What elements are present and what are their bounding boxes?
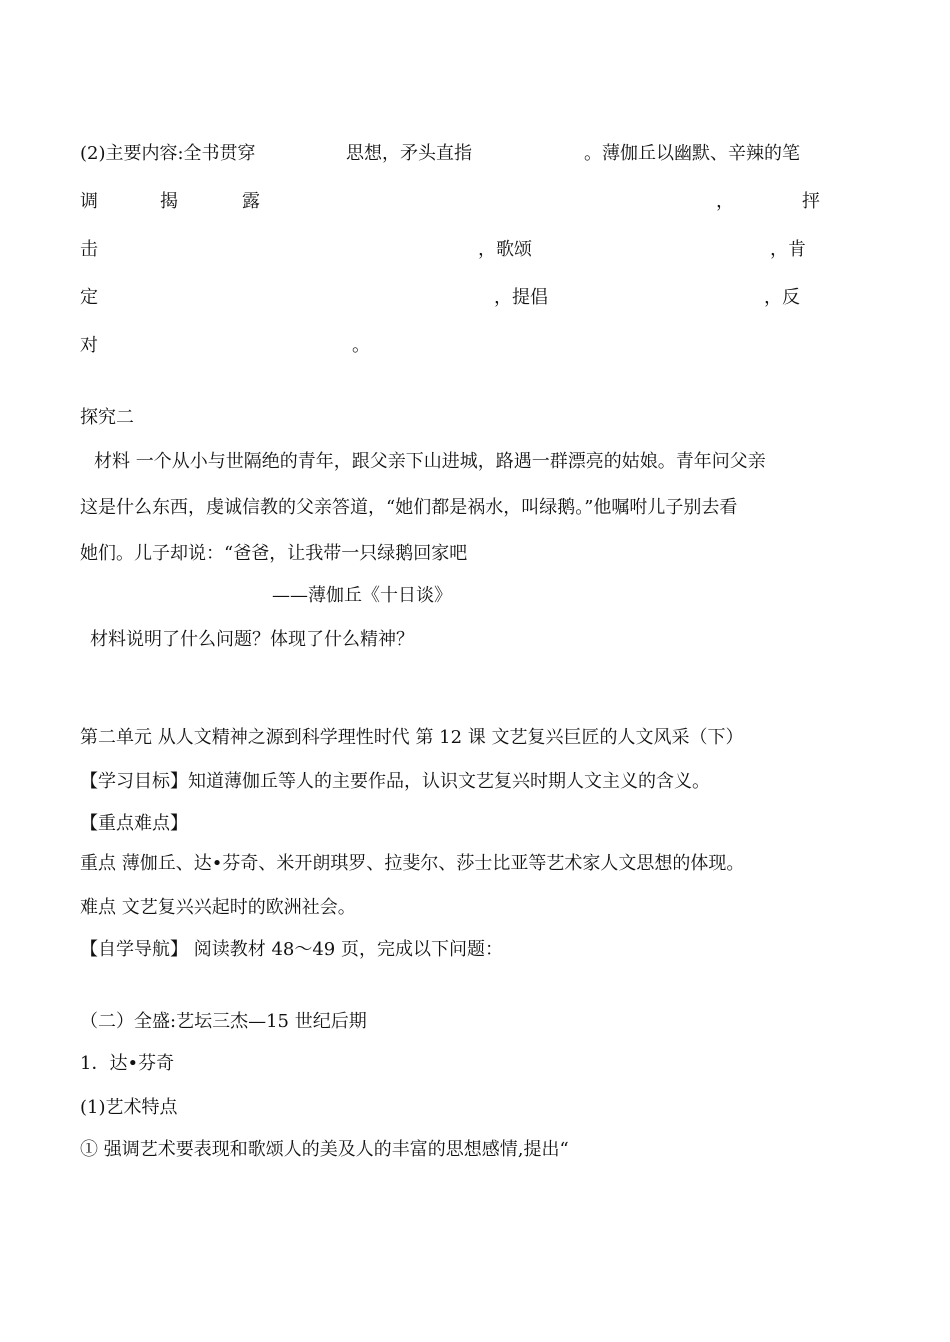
line2-char-1: 调 [80,191,98,212]
line1-part-b: 思想，矛头直指 [346,143,472,164]
list-item-1: 1．达•芬奇 [80,1053,175,1074]
line2-char-4: 抨 [802,191,820,212]
sub-heading: （二）全盛:艺坛三杰—15 世纪后期 [80,1011,367,1032]
list-item-1-1-a: ① 强调艺术要表现和歌颂人的美及人的丰富的思想感情,提出“ [80,1139,569,1160]
material-attribution: ——薄伽丘《十日谈》 [272,585,452,606]
line5-end: 。 [352,335,370,356]
lesson-title: 第二单元 从人文精神之源到科学理性时代 第 12 课 文艺复兴巨匠的人文风采（下） [80,727,744,748]
line4-end: ，反 [764,287,800,308]
line2-char-2: 揭 [160,191,178,212]
inquiry-heading: 探究二 [80,407,134,428]
line1-part-c: 。薄伽丘以幽默、辛辣的笔 [584,143,800,164]
key-points-heading: 【重点难点】 [80,813,188,834]
line2-char-3: 露 [242,191,260,212]
line5-start: 对 [80,335,98,356]
inquiry-question: 材料说明了什么问题？体现了什么精神？ [90,629,414,650]
line3-end: ，肯 [770,239,806,260]
line4-advocate: ，提倡 [494,287,548,308]
line1-part-a: (2)主要内容:全书贯穿 [80,143,256,164]
line2-comma: ， [716,191,734,212]
learning-goal: 【学习目标】知道薄伽丘等人的主要作品，认识文艺复兴时期人文主义的含义。 [80,771,710,792]
line3-praise: ，歌颂 [478,239,532,260]
list-item-1-1: (1)艺术特点 [80,1097,178,1118]
line3-start: 击 [80,239,98,260]
self-study-guide: 【自学导航】 阅读教材 48～49 页，完成以下问题： [80,939,503,960]
key-point: 重点 薄伽丘、达•芬奇、米开朗琪罗、拉斐尔、莎士比亚等艺术家人文思想的体现。 [80,853,745,874]
material-line-1: 材料 一个从小与世隔绝的青年，跟父亲下山进城，路遇一群漂亮的姑娘。青年问父亲 [94,451,766,472]
material-line-2: 这是什么东西，虔诚信教的父亲答道，“她们都是祸水，叫绿鹅。”他嘱咐儿子别去看 [80,497,738,518]
difficulty-point: 难点 文艺复兴兴起时的欧洲社会。 [80,897,356,918]
line4-start: 定 [80,287,98,308]
material-line-3: 她们。儿子却说：“爸爸，让我带一只绿鹅回家吧 [80,543,468,564]
